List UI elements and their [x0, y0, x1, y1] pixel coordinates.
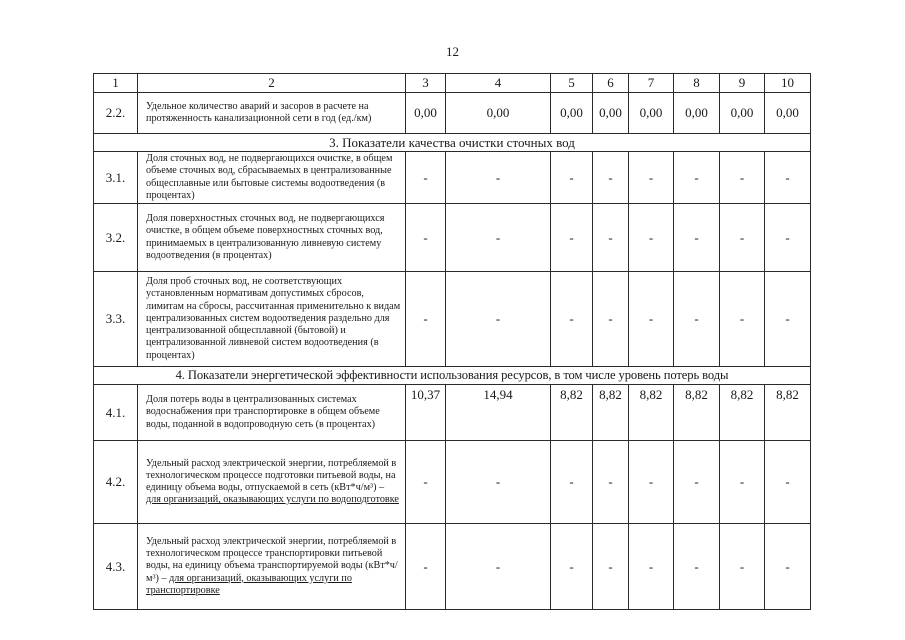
value-cell: 8,82 — [551, 385, 593, 441]
value-cell: - — [593, 524, 629, 610]
value-cell: - — [674, 524, 720, 610]
value-cell: - — [765, 441, 811, 524]
table-row — [94, 441, 811, 524]
table-row — [94, 272, 811, 367]
header-cell: 9 — [720, 74, 765, 93]
value-cell: - — [629, 441, 674, 524]
value-cell: - — [406, 441, 446, 524]
row-number: 4.2. — [94, 441, 138, 524]
value-cell: - — [765, 272, 811, 367]
value-cell: - — [593, 272, 629, 367]
row-number: 3.1. — [94, 152, 138, 204]
header-cell: 3 — [406, 74, 446, 93]
value-cell: 8,82 — [593, 385, 629, 441]
description-note: для организаций, оказывающих услуги по транспортировке — [146, 572, 352, 596]
value-cell: 0,00 — [406, 93, 446, 134]
value-cell: - — [765, 152, 811, 204]
table-row — [94, 524, 811, 610]
header-cell: 7 — [629, 74, 674, 93]
value-cell: - — [720, 441, 765, 524]
value-cell: - — [720, 204, 765, 272]
indicator-description — [138, 524, 406, 610]
header-cell: 1 — [94, 74, 138, 93]
row-number: 4.1. — [94, 385, 138, 441]
value-cell: - — [406, 524, 446, 610]
header-cell: 4 — [446, 74, 551, 93]
value-cell: 8,82 — [674, 385, 720, 441]
value-cell: - — [406, 152, 446, 204]
description-text: Удельный расход электрической энергии, потребляемой в технологическом процессе транспортировки питьевой воды, на единицу объема транспортируемой воды (кВт*ч/м³) – — [146, 535, 398, 584]
description-text: Удельный расход электрической энергии, потребляемой в технологическом процессе подготовки питьевой воды, на единицу объема воды, отпускаемой в сеть (кВт*ч/м³) – — [146, 457, 397, 493]
value-cell: - — [629, 524, 674, 610]
header-cell: 8 — [674, 74, 720, 93]
section-title: 3. Показатели качества очистки сточных вод — [94, 134, 811, 152]
value-cell: 0,00 — [593, 93, 629, 134]
row-number: 3.2. — [94, 204, 138, 272]
value-cell: - — [674, 152, 720, 204]
value-cell: - — [765, 204, 811, 272]
header-cell: 6 — [593, 74, 629, 93]
value-cell: - — [674, 441, 720, 524]
value-cell: - — [551, 152, 593, 204]
value-cell: 0,00 — [674, 93, 720, 134]
indicator-description: Доля потерь воды в централизованных системах водоснабжения при транспортировке в общем объеме воды, поданной в водопроводную сеть (в процентах) — [138, 385, 406, 441]
value-cell: 0,00 — [551, 93, 593, 134]
description-note: для организаций, оказывающих услуги по водоподготовке — [146, 494, 399, 506]
value-cell: - — [446, 524, 551, 610]
value-cell: 0,00 — [765, 93, 811, 134]
indicator-description: Удельное количество аварий и засоров в расчете на протяженность канализационной сети в год (ед./км) — [138, 93, 406, 134]
row-number: 4.3. — [94, 524, 138, 610]
value-cell: - — [551, 441, 593, 524]
value-cell: - — [629, 272, 674, 367]
value-cell: - — [446, 152, 551, 204]
indicator-description — [138, 441, 406, 524]
value-cell: - — [446, 204, 551, 272]
page-number: 12 — [446, 44, 459, 59]
row-number: 3.3. — [94, 272, 138, 367]
value-cell: 0,00 — [720, 93, 765, 134]
indicator-description: Доля проб сточных вод, не соответствующих установленным нормативам допустимых сбросов, лимитам на сбросы, рассчитанная применительно к видам централизованных систем водоотведения раздельно для централизованной общесплавной (бытовой) и централизованной ливневой систем водоотведения (в процентах) — [138, 272, 406, 367]
value-cell: - — [551, 204, 593, 272]
indicators-table — [93, 73, 811, 610]
section-row — [94, 367, 811, 385]
header-row — [94, 74, 811, 93]
value-cell: - — [406, 272, 446, 367]
value-cell: - — [446, 272, 551, 367]
value-cell: - — [674, 204, 720, 272]
value-cell: 8,82 — [720, 385, 765, 441]
table-row — [94, 152, 811, 204]
value-cell: 8,82 — [765, 385, 811, 441]
value-cell: 0,00 — [446, 93, 551, 134]
value-cell: - — [629, 152, 674, 204]
section-title: 4. Показатели энергетической эффективности использования ресурсов, в том числе уровень потерь воды — [94, 367, 811, 385]
header-cell: 5 — [551, 74, 593, 93]
row-number: 2.2. — [94, 93, 138, 134]
table-row — [94, 93, 811, 134]
value-cell: - — [406, 204, 446, 272]
value-cell: - — [720, 152, 765, 204]
value-cell: 8,82 — [629, 385, 674, 441]
section-row — [94, 134, 811, 152]
value-cell: - — [720, 272, 765, 367]
value-cell: 10,37 — [406, 385, 446, 441]
value-cell: - — [551, 272, 593, 367]
table-row — [94, 204, 811, 272]
value-cell: 14,94 — [446, 385, 551, 441]
indicator-description: Доля поверхностных сточных вод, не подвергающихся очистке, в общем объеме поверхностных сточных вод, принимаемых в централизованную ливневую систему водоотведения (в процентах) — [138, 204, 406, 272]
value-cell: - — [593, 152, 629, 204]
value-cell: - — [593, 204, 629, 272]
value-cell: - — [629, 204, 674, 272]
value-cell: - — [674, 272, 720, 367]
value-cell: - — [551, 524, 593, 610]
value-cell: - — [720, 524, 765, 610]
header-cell: 10 — [765, 74, 811, 93]
indicator-description: Доля сточных вод, не подвергающихся очистке, в общем объеме сточных вод, сбрасываемых в централизованные общесплавные или бытовые системы водоотведения (в процентах) — [138, 152, 406, 204]
value-cell: - — [765, 524, 811, 610]
value-cell: - — [446, 441, 551, 524]
header-cell: 2 — [138, 74, 406, 93]
value-cell: 0,00 — [629, 93, 674, 134]
value-cell: - — [593, 441, 629, 524]
table-row — [94, 385, 811, 441]
